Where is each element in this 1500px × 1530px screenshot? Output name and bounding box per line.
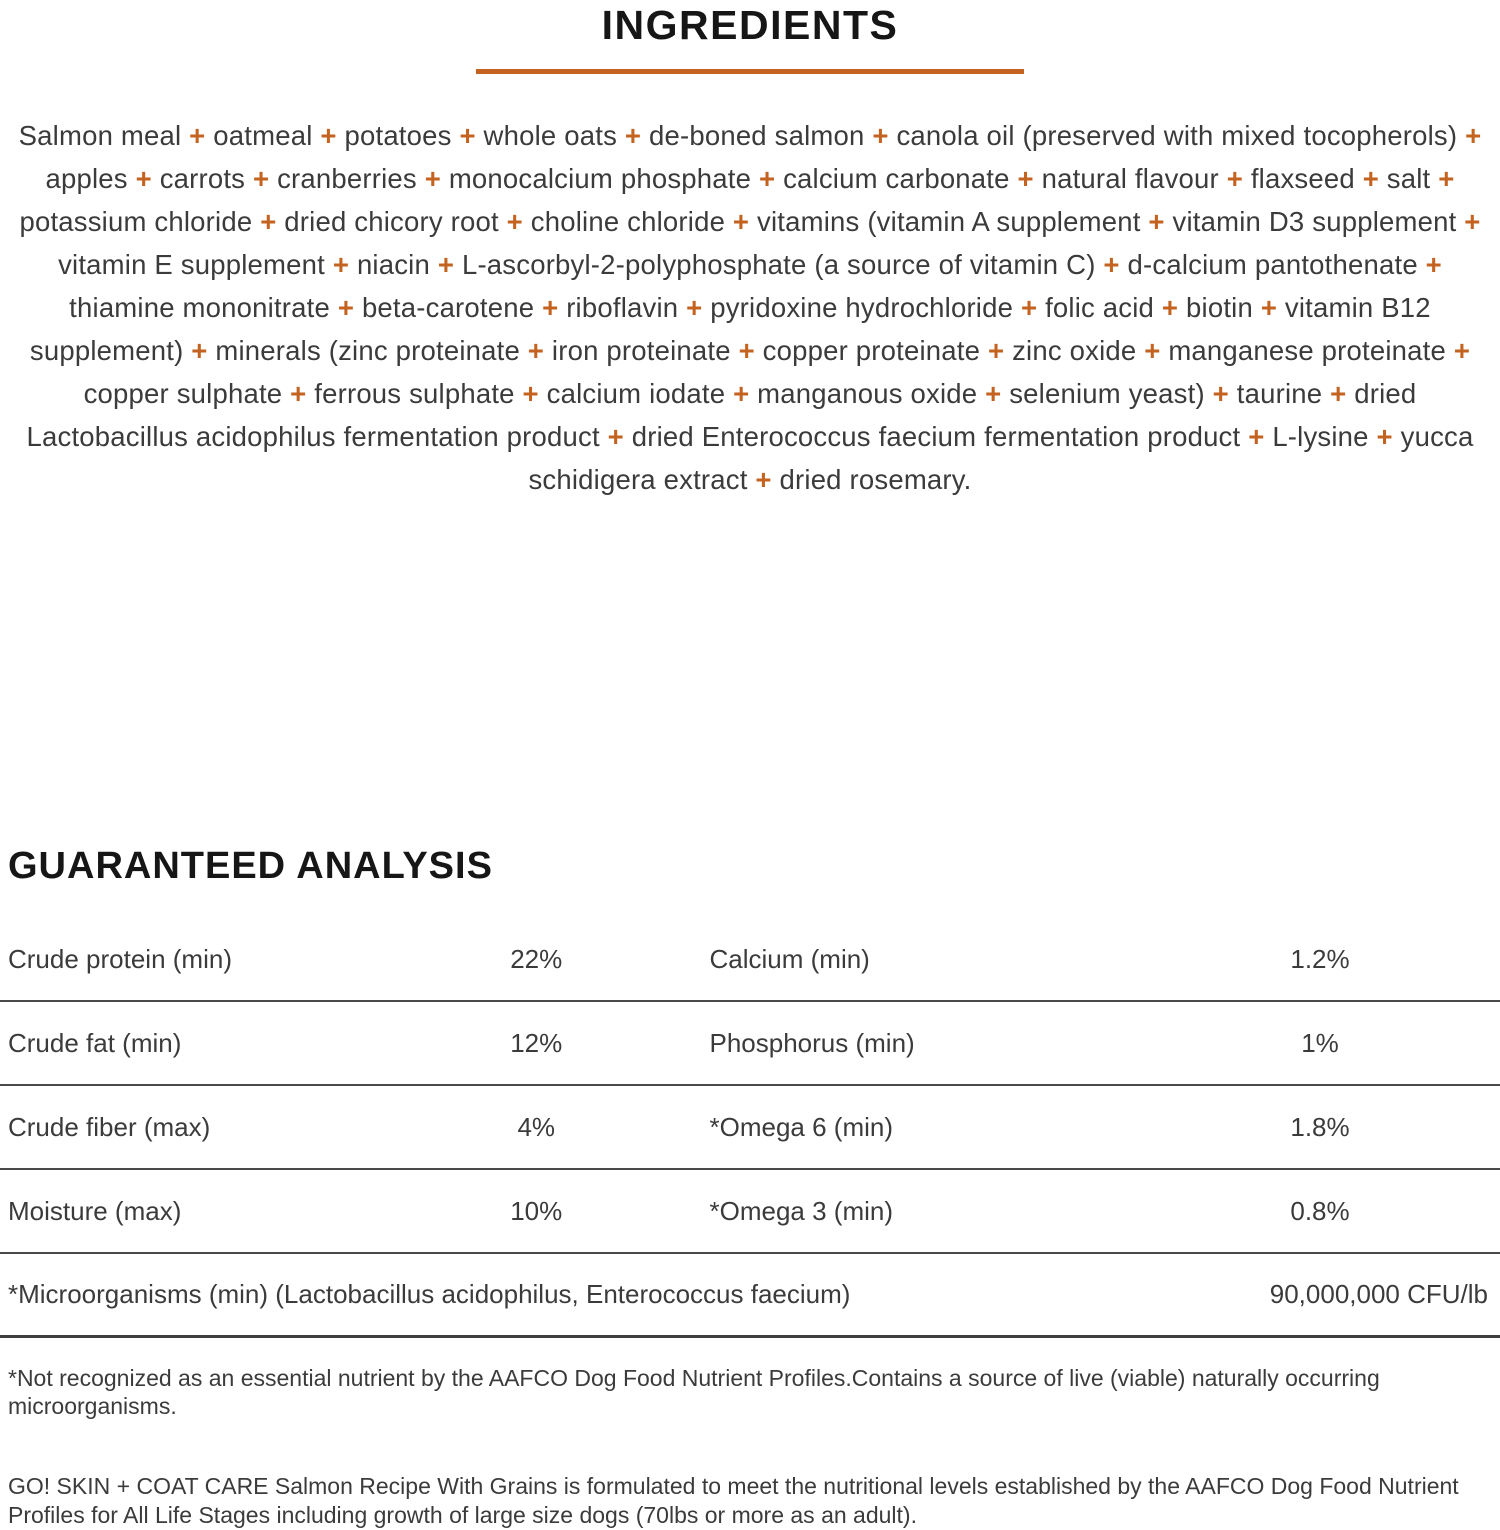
ingredient-item: minerals (zinc proteinate: [215, 335, 520, 367]
ingredient-item: zinc oxide: [1012, 335, 1137, 367]
plus-separator-icon: +: [290, 378, 307, 410]
ingredient-item: de-boned salmon: [648, 120, 865, 152]
ingredient-item: monocalcium phosphate: [448, 163, 752, 195]
ingredient-item: iron proteinate: [551, 335, 731, 367]
plus-separator-icon: +: [624, 120, 642, 152]
analysis-row: [0, 1170, 1500, 1254]
guaranteed-analysis-title: GUARANTEED ANALYSIS: [8, 845, 493, 888]
ingredient-item: ferrous sulphate: [314, 378, 515, 410]
plus-separator-icon: +: [424, 163, 441, 195]
plus-separator-icon: +: [1438, 163, 1455, 195]
ingredient-item: vitamins (vitamin A supplement: [757, 206, 1141, 238]
plus-separator-icon: +: [985, 378, 1002, 410]
ingredient-item: d-calcium pantothenate: [1127, 249, 1418, 281]
plus-separator-icon: +: [1017, 163, 1034, 195]
ingredient-item: manganous oxide: [757, 378, 978, 410]
ingredient-item: vitamin D3 supplement: [1172, 206, 1457, 238]
plus-separator-icon: +: [1453, 335, 1471, 367]
analysis-row: [0, 918, 1500, 1002]
plus-separator-icon: +: [320, 120, 337, 152]
plus-separator-icon: +: [1425, 249, 1442, 281]
ingredient-item: apples: [45, 163, 128, 195]
plus-separator-icon: +: [1248, 421, 1265, 453]
plus-separator-icon: +: [686, 292, 703, 324]
plus-separator-icon: +: [1330, 378, 1347, 410]
plus-separator-icon: +: [542, 292, 559, 324]
plus-separator-icon: +: [987, 335, 1005, 367]
ingredient-item: folic acid: [1045, 292, 1155, 324]
microorganisms-label: *Microorganisms (min) (Lactobacillus acidophilus, Enterococcus faecium): [8, 1279, 851, 1310]
plus-separator-icon: +: [337, 292, 355, 324]
plus-separator-icon: +: [189, 120, 206, 152]
ingredient-item: choline chloride: [530, 206, 726, 238]
ingredient-item: yucca schidigera extract: [528, 421, 1474, 496]
plus-separator-icon: +: [1161, 292, 1179, 324]
analysis-row: [0, 1002, 1500, 1086]
ingredient-item: oatmeal: [213, 120, 313, 152]
plus-separator-icon: +: [607, 421, 624, 453]
ingredient-item: calcium iodate: [546, 378, 726, 410]
ingredient-item: thiamine mononitrate: [69, 292, 330, 324]
ingredient-item: carrots: [159, 163, 246, 195]
plus-separator-icon: +: [332, 249, 350, 281]
nutrient-value: 10%: [510, 1195, 563, 1226]
nutrient-value: 22%: [510, 943, 563, 974]
ingredients-text: [4, 114, 1496, 501]
ingredient-item: niacin: [356, 249, 430, 281]
ingredient-item: salt: [1386, 163, 1431, 195]
ingredient-item: L-ascorbyl-2-polyphosphate (a source of vitamin C): [461, 249, 1096, 281]
nutrient-label: Crude fiber (max): [8, 1111, 211, 1142]
plus-separator-icon: +: [522, 378, 539, 410]
nutrient-label: *Omega 3 (min): [709, 1195, 893, 1226]
plus-separator-icon: +: [1464, 206, 1481, 238]
ingredient-item: selenium yeast): [1009, 378, 1205, 410]
nutrient-value: 1.8%: [1290, 1111, 1350, 1142]
plus-separator-icon: +: [738, 335, 755, 367]
plus-separator-icon: +: [260, 206, 277, 238]
ingredient-item: dried Lactobacillus acidophilus fermentation product: [26, 378, 1417, 453]
nutrient-label: Crude fat (min): [8, 1027, 182, 1058]
plus-separator-icon: +: [733, 378, 750, 410]
aafco-statement: GO! SKIN + COAT CARE Salmon Recipe With Grains is formulated to meet the nutritional levels established by the AAFCO Dog Food Nutrient Profiles for All Life Stages including growth of large size dogs (70lbs or more as an adult).: [8, 1473, 1459, 1529]
plus-separator-icon: +: [459, 120, 476, 152]
nutrient-label: Moisture (max): [8, 1195, 182, 1226]
plus-separator-icon: +: [872, 120, 889, 152]
ingredient-item: flaxseed: [1250, 163, 1355, 195]
plus-separator-icon: +: [1260, 292, 1278, 324]
ingredient-item: whole oats: [483, 120, 618, 152]
plus-separator-icon: +: [252, 163, 270, 195]
nutrient-label: Crude protein (min): [8, 943, 232, 974]
plus-separator-icon: +: [506, 206, 523, 238]
plus-separator-icon: +: [758, 163, 776, 195]
plus-separator-icon: +: [732, 206, 750, 238]
ingredient-item: vitamin B12 supplement): [29, 292, 1431, 367]
ingredient-item: cranberries: [277, 163, 417, 195]
ingredient-item: taurine: [1236, 378, 1323, 410]
nutrient-value: 12%: [510, 1027, 563, 1058]
plus-separator-icon: +: [1226, 163, 1243, 195]
nutrient-value: 4%: [517, 1111, 556, 1142]
ingredient-item: copper proteinate: [762, 335, 981, 367]
ingredient-item: dried chicory root: [284, 206, 499, 238]
nutrient-value: 1%: [1301, 1027, 1339, 1058]
accent-divider: [476, 69, 1024, 74]
nutrient-label: Calcium (min): [709, 943, 870, 974]
guaranteed-analysis-table: [0, 918, 1500, 1254]
plus-separator-icon: +: [527, 335, 545, 367]
plus-separator-icon: +: [1465, 120, 1482, 152]
ingredient-item: potatoes: [344, 120, 452, 152]
ingredient-item: vitamin E supplement: [58, 249, 325, 281]
microorganisms-value: 90,000,000 CFU/lb: [1269, 1279, 1488, 1310]
plus-separator-icon: +: [755, 464, 772, 496]
nutrient-value: 0.8%: [1290, 1195, 1350, 1226]
ingredient-item: manganese proteinate: [1168, 335, 1446, 367]
ingredient-item: canola oil (preserved with mixed tocopherols): [896, 120, 1458, 152]
plus-separator-icon: +: [437, 249, 455, 281]
ingredient-item: Salmon meal: [18, 120, 182, 152]
ingredient-item: L-lysine: [1272, 421, 1369, 453]
ingredient-item: riboflavin: [566, 292, 679, 324]
ingredient-item: potassium chloride: [19, 206, 253, 238]
aafco-footnote: *Not recognized as an essential nutrient by the AAFCO Dog Food Nutrient Profiles.Contains a source of live (viable) naturally occurring microorganisms.: [8, 1365, 1380, 1420]
ingredient-item: dried Enterococcus faecium fermentation product: [631, 421, 1241, 453]
ingredient-item: beta-carotene: [361, 292, 535, 324]
ingredient-item: biotin: [1186, 292, 1253, 324]
plus-separator-icon: +: [1376, 421, 1393, 453]
plus-separator-icon: +: [191, 335, 208, 367]
analysis-row: [0, 1086, 1500, 1170]
ingredient-item: calcium carbonate: [783, 163, 1010, 195]
plus-separator-icon: +: [1020, 292, 1038, 324]
ingredient-item: natural flavour: [1041, 163, 1219, 195]
plus-separator-icon: +: [1103, 249, 1120, 281]
nutrient-label: *Omega 6 (min): [709, 1111, 893, 1142]
plus-separator-icon: +: [135, 163, 152, 195]
nutrient-label: Phosphorus (min): [709, 1027, 915, 1058]
ingredients-title: INGREDIENTS: [601, 2, 899, 48]
plus-separator-icon: +: [1148, 206, 1165, 238]
ingredient-item: copper sulphate: [83, 378, 283, 410]
nutrient-value: 1.2%: [1290, 943, 1350, 974]
plus-separator-icon: +: [1144, 335, 1161, 367]
ingredient-item: dried rosemary.: [779, 464, 972, 496]
ingredient-item: pyridoxine hydrochloride: [710, 292, 1014, 324]
plus-separator-icon: +: [1362, 163, 1379, 195]
plus-separator-icon: +: [1212, 378, 1229, 410]
microorganisms-row: [0, 1254, 1500, 1338]
